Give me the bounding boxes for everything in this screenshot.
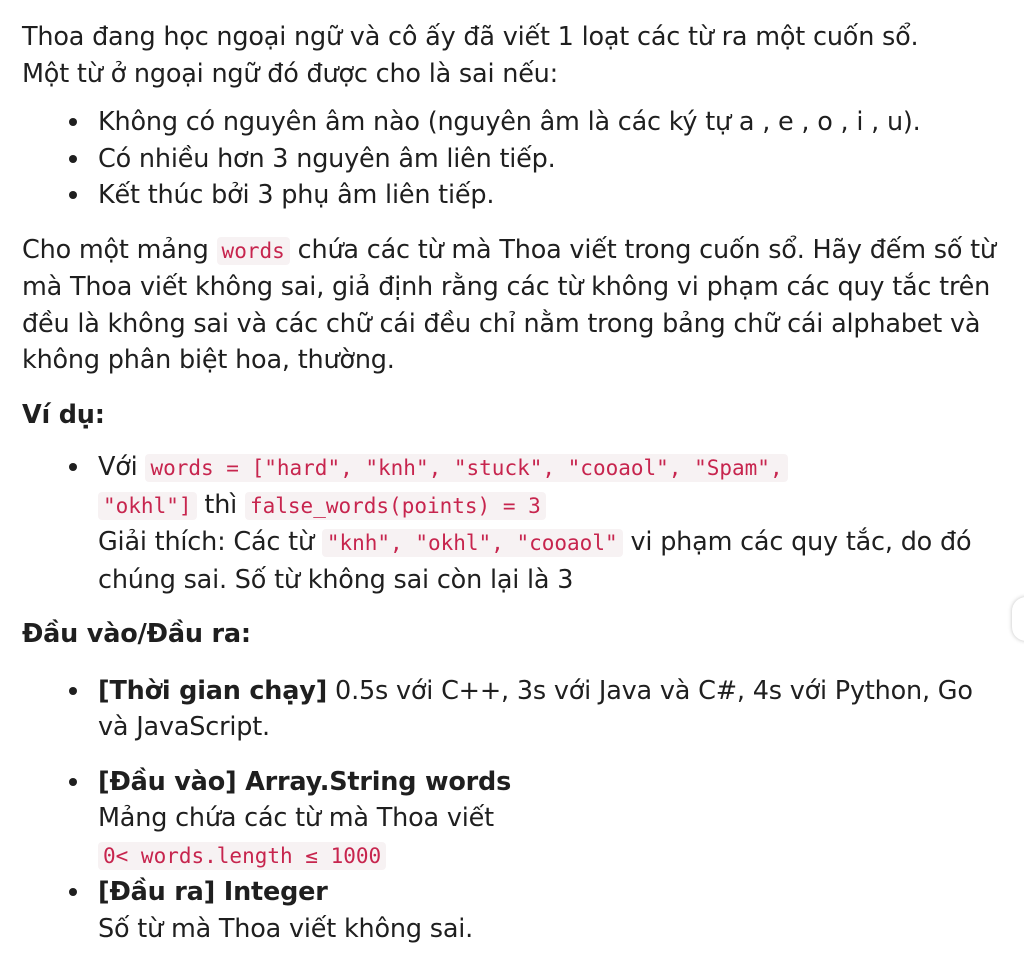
time-label: [Thời gian chạy] [98,675,328,706]
task-text-rest: chứa các từ mà Thoa viết trong cuốn sổ. Hãy đếm số từ mà Thoa viết không sai, giả định rằng các từ không vi phạm các quy tắc trên đều là không sai và các chữ cái đều chỉ nằm trong bảng chữ cái alphabet và không phân biệt hoa, thường. [22,234,996,375]
example-words-name: words [150,456,214,480]
intro-line-2: Một từ ở ngoại ngữ đó được cho là sai nếu: [22,58,559,89]
problem-statement [22,19,1002,947]
example-then: thì [196,489,245,520]
io-input-item [98,764,1002,875]
explain-code: "knh", "okhl", "cooaol" [322,529,623,557]
words-code: words [217,237,290,265]
rule-item: Kết thúc bởi 3 phụ âm liên tiếp. [98,177,1002,214]
io-output-item [98,874,1002,947]
task-text-start: Cho một mảng [22,234,217,265]
example-list [22,449,1002,598]
output-desc: Số từ mà Thoa viết không sai. [98,913,474,944]
input-desc: Mảng chứa các từ mà Thoa viết [98,803,494,833]
io-list [22,673,1002,948]
example-item [98,449,1002,598]
explain-suffix: vi phạm các quy tắc, do đó chúng sai. Số từ không sai còn lại là 3 [98,527,972,595]
rule-item: Có nhiều hơn 3 nguyên âm liên tiếp. [98,141,1002,178]
input-label: [Đầu vào] Array.String words [98,766,512,797]
io-heading: Đầu vào/Đầu ra: [22,619,251,649]
example-result-code: false_words(points) = 3 [245,492,546,520]
example-words-array: = ["hard", "knh", "stuck", "cooaol", "Spam", [213,456,783,480]
intro-paragraph [22,19,1002,92]
explain-prefix: Giải thích: Các từ [98,527,322,557]
rules-list [22,104,1002,214]
intro-line-1: Thoa đang học ngoại ngữ và cô ấy đã viết 1 loạt các từ ra một cuốn sổ. [22,22,919,52]
example-heading: Ví dụ: [22,399,105,430]
time-text: 0.5s với C++, 3s với Java và C#, 4s với Python, Go và JavaScript. [98,675,973,742]
input-constraint-code: 0< words.length ≤ 1000 [98,842,386,870]
side-panel-handle[interactable] [1012,597,1024,641]
example-words-code [145,454,787,482]
rule-item: Không có nguyên âm nào (nguyên âm là các ký tự a , e , o , i , u). [98,104,1002,141]
example-words-array-end: "okhl"] [98,492,197,520]
task-paragraph [22,232,1002,379]
io-time-item [98,673,1002,746]
example-prefix: Với [98,452,146,482]
output-label: [Đầu ra] Integer [98,877,328,907]
